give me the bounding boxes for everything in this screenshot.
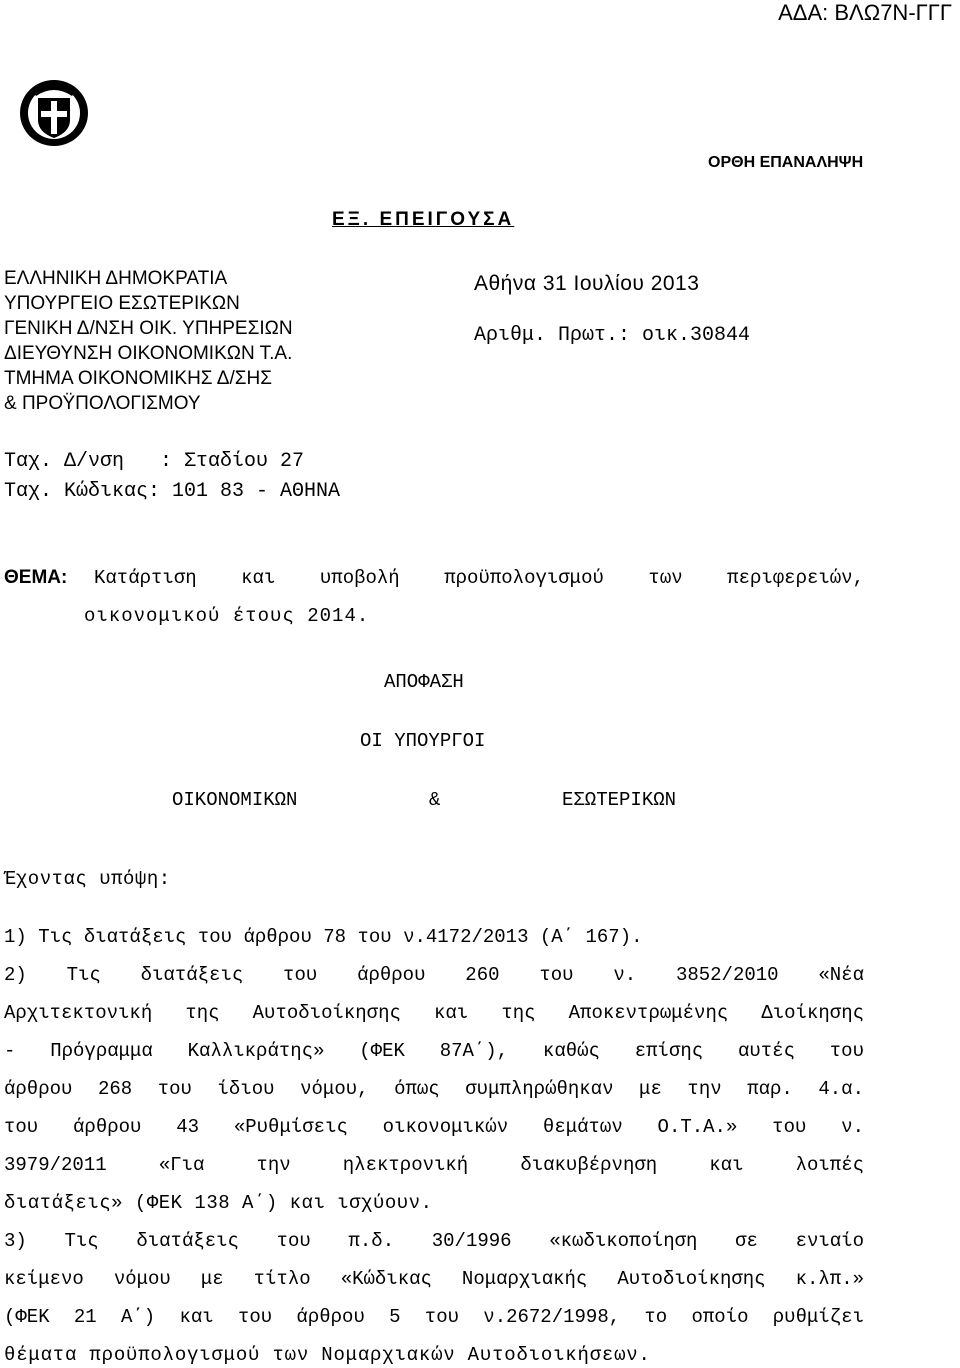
subject-label: ΘΕΜΑ: — [4, 567, 68, 588]
body-line: διατάξεις» (ΦΕΚ 138 Α΄) και ισχύουν. — [4, 1192, 433, 1214]
ministry-line: ΓΕΝΙΚΗ Δ/ΝΣΗ ΟΙΚ. ΥΠΗΡΕΣΙΩΝ — [4, 318, 293, 339]
ada-code: ΑΔΑ: ΒΛΩ7Ν-ΓΓΓ — [778, 0, 952, 25]
body-line: άρθρου 268 του ίδιου νόμου, όπως συμπληρώθηκαν με την παρ. 4.α. — [4, 1078, 864, 1100]
ministry-line: ΤΜΗΜΑ ΟΙΚΟΝΟΜΙΚΗΣ Δ/ΣΗΣ — [4, 368, 272, 389]
greek-emblem-icon — [16, 76, 92, 153]
body-line: 1) Τις διατάξεις του άρθρου 78 του ν.4172/2013 (Α΄ 167). — [4, 926, 643, 948]
body-line: Αρχιτεκτονική της Αυτοδιοίκησης και της Αποκεντρωμένης Διοίκησης — [4, 1002, 864, 1024]
ministry-line: & ΠΡΟΫΠΟΛΟΓΙΣΜΟΥ — [4, 393, 201, 414]
subject-text-cont: οικονομικού έτους 2014. — [84, 605, 370, 627]
ministry-line: ΕΛΛΗΝΙΚΗ ΔΗΜΟΚΡΑΤΙΑ — [4, 268, 228, 289]
body-line: θέματα προϋπολογισμού των Νομαρχιακών Αυτοδιοικήσεων. — [4, 1344, 651, 1366]
body-line: - Πρόγραμμα Καλλικράτης» (ΦΕΚ 87Α΄), καθώς επίσης αυτές του — [4, 1040, 864, 1062]
ministry-interior: ΕΣΩΤΕΡΙΚΩΝ — [562, 789, 677, 811]
considering-label: Έχοντας υπόψη: — [4, 868, 171, 890]
document-date: Αθήνα 31 Ιουλίου 2013 — [474, 272, 700, 295]
body-line: του άρθρου 43 «Ρυθμίσεις οικονομικών θεμάτων Ο.Τ.Α.» του ν. — [4, 1116, 864, 1138]
decision-title: ΑΠΟΦΑΣΗ — [384, 671, 464, 693]
postal-code-line: Ταχ. Κώδικας: 101 83 - ΑΘΗΝΑ — [4, 480, 341, 503]
urgency-label: ΕΞ. ΕΠΕΙΓΟΥΣΑ — [332, 209, 515, 230]
correction-label: ΟΡΘΗ ΕΠΑΝΑΛΗΨΗ — [708, 154, 864, 171]
ministry-block — [4, 266, 293, 416]
body-line: (ΦΕΚ 21 Α΄) και του άρθρου 5 του ν.2672/1998, το οποίο ρυθμίζει — [4, 1306, 864, 1328]
ministry-line: ΔΙΕΥΘΥΝΣΗ ΟΙΚΟΝΟΜΙΚΩΝ Τ.Α. — [4, 343, 293, 364]
ampersand: & — [429, 789, 441, 811]
ministry-line: ΥΠΟΥΡΓΕΙΟ ΕΣΩΤΕΡΙΚΩΝ — [4, 293, 240, 314]
body-line: 2) Τις διατάξεις του άρθρου 260 του ν. 3852/2010 «Νέα — [4, 964, 864, 986]
protocol-number: Αριθμ. Πρωτ.: οικ.30844 — [474, 324, 751, 347]
ministers-heading: ΟΙ ΥΠΟΥΡΓΟΙ — [360, 730, 486, 752]
body-line: κείμενο νόμου με τίτλο «Κώδικας Νομαρχιακής Αυτοδιοίκησης κ.λπ.» — [4, 1268, 864, 1290]
address-line: Ταχ. Δ/νση : Σταδίου 27 — [4, 450, 305, 473]
ministry-finance: ΟΙΚΟΝΟΜΙΚΩΝ — [172, 789, 298, 811]
subject-text: Κατάρτιση και υποβολή προϋπολογισμού των περιφερειών, — [94, 567, 864, 589]
body-line: 3979/2011 «Για την ηλεκτρονική διακυβέρνηση και λοιπές — [4, 1154, 864, 1176]
body-line: 3) Τις διατάξεις του π.δ. 30/1996 «κωδικοποίηση σε ενιαίο — [4, 1230, 864, 1252]
